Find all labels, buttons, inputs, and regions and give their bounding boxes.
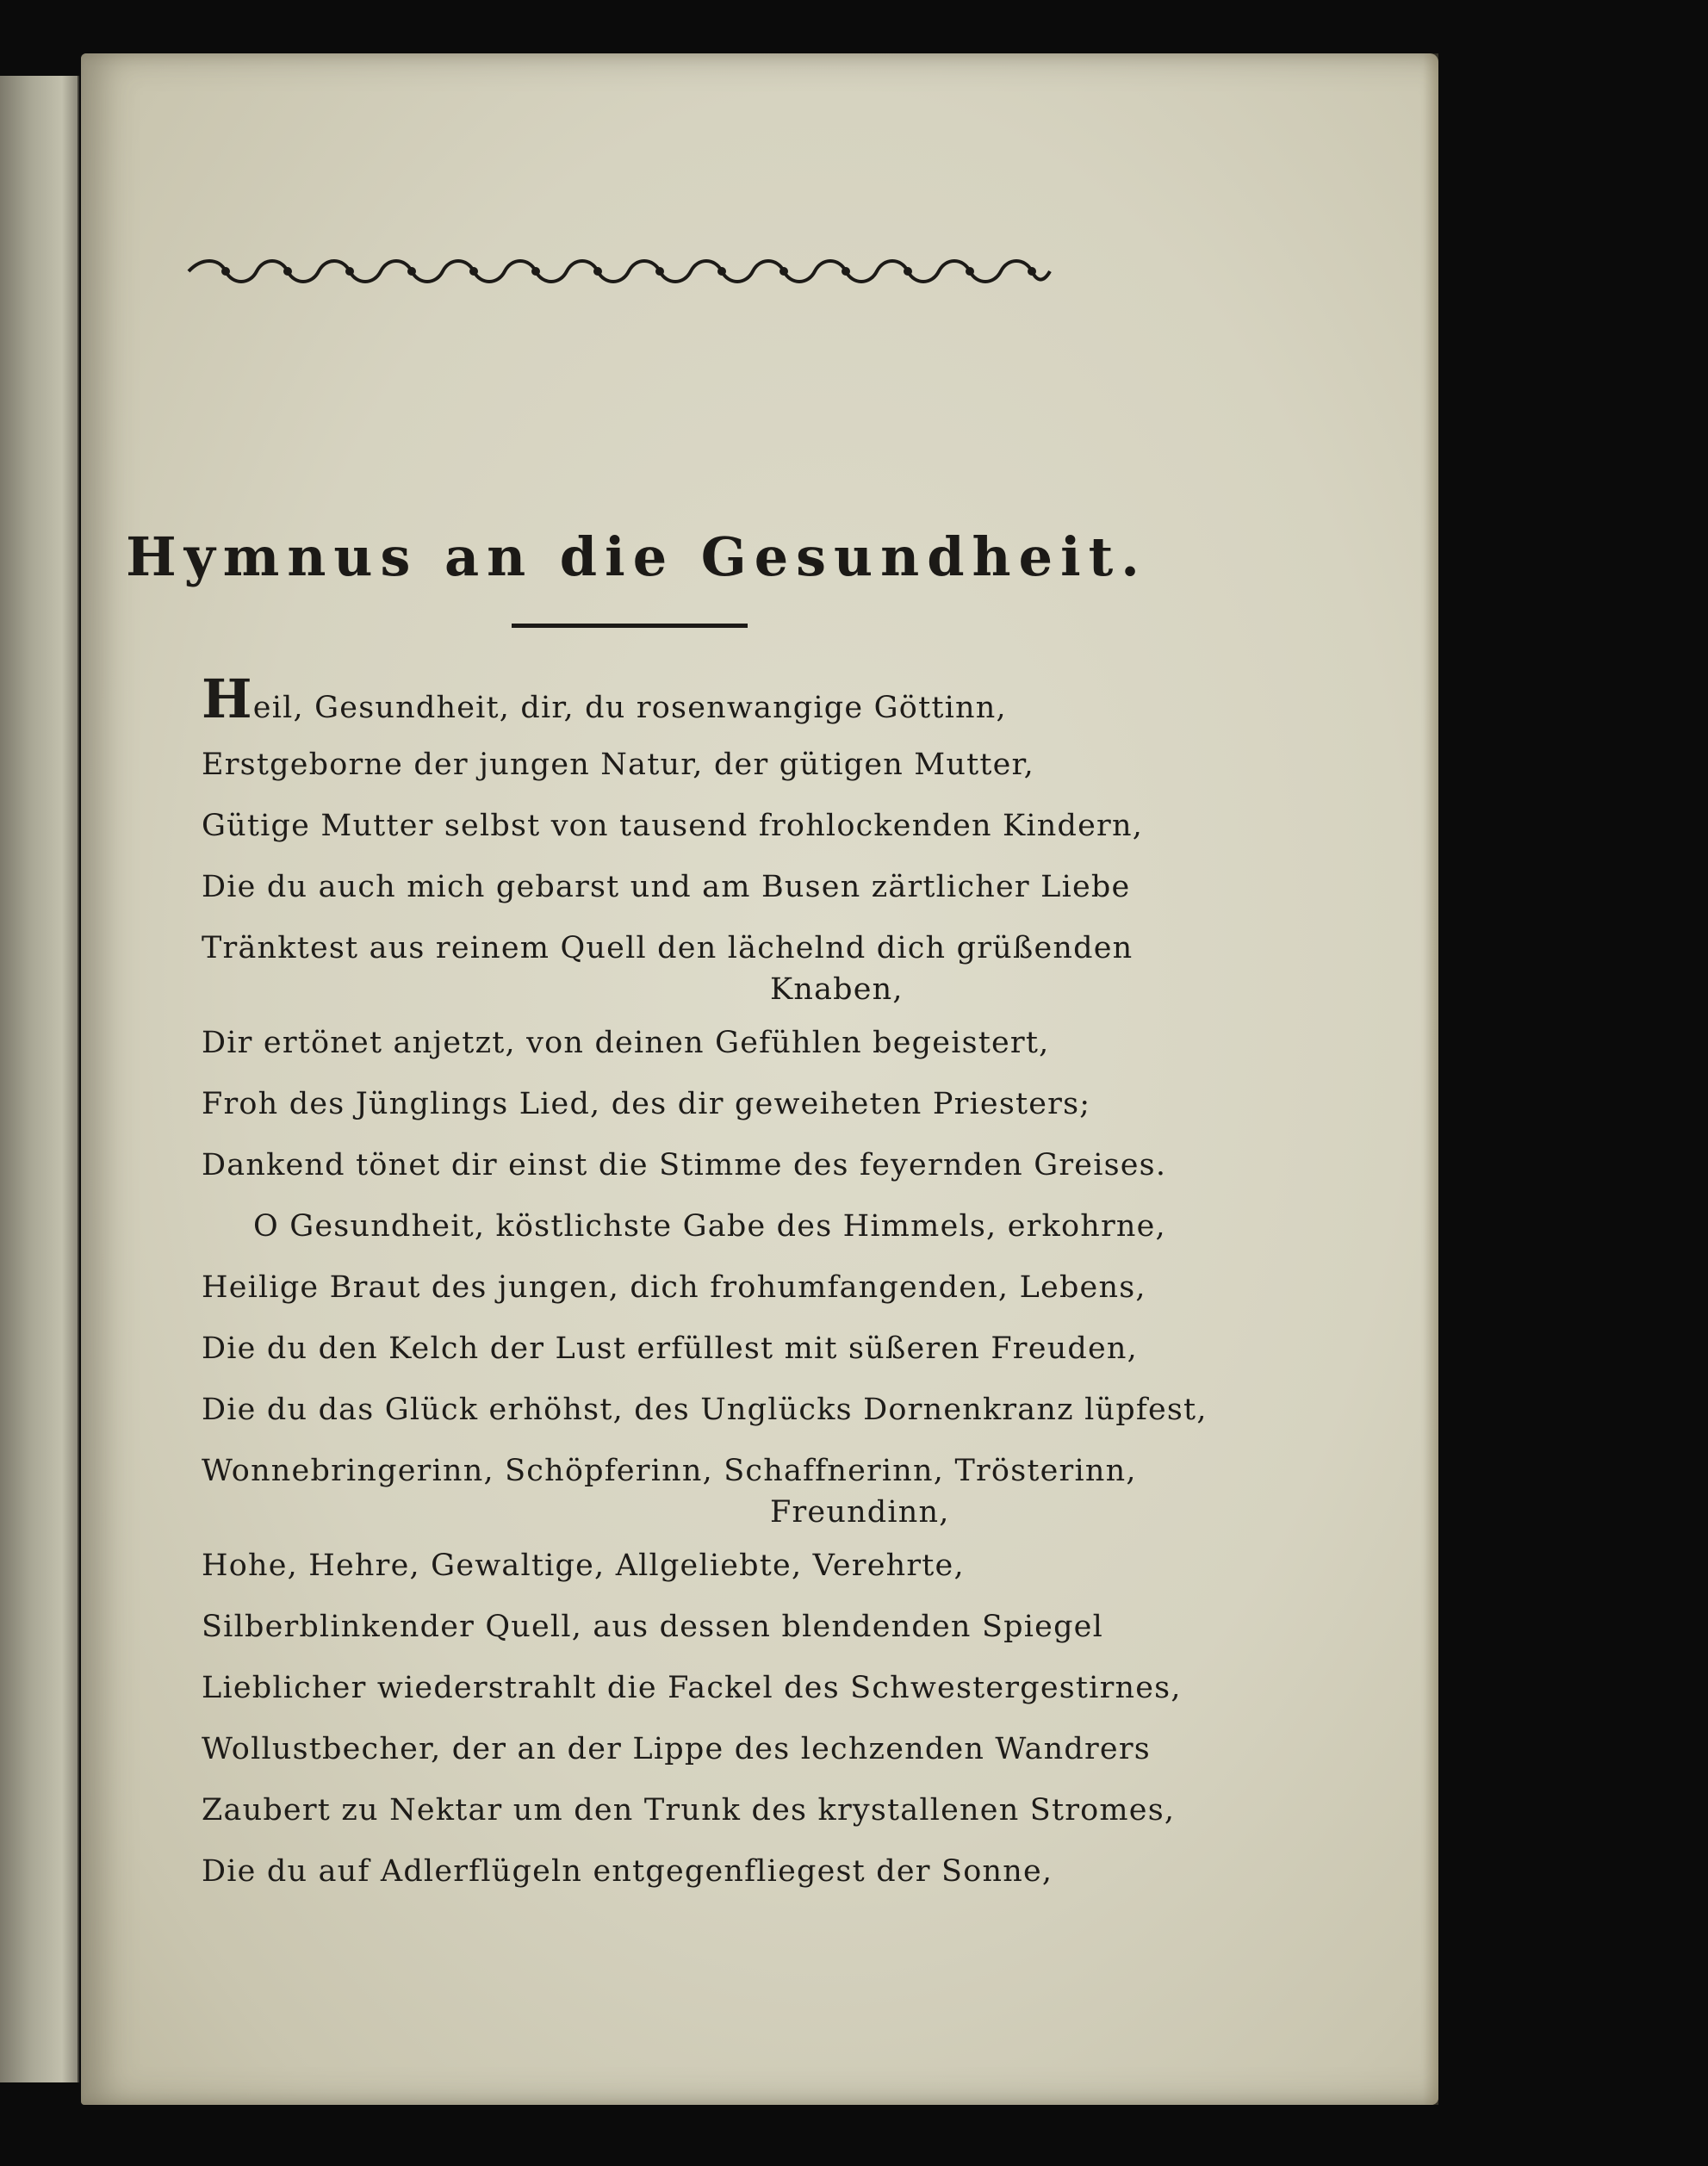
poem-body <box>202 667 1208 1902</box>
poem-line <box>202 1441 1166 1536</box>
poem-line: Die du den Kelch der Lust erfüllest mit süßeren Freuden, <box>202 1331 1138 1366</box>
poem-line: Dir ertönet anjetzt, von deinen Gefühlen begeistert, <box>202 1026 1050 1060</box>
poem-line: O Gesundheit, köstlichste Gabe des Himmels, erkohrne, <box>253 1209 1166 1244</box>
poem-line <box>202 918 1166 1013</box>
line-text: Tränktest aus reinem Quell den lächelnd dich grüßenden <box>202 931 1133 965</box>
poem-line: Die du auf Adlerflügeln entgegenfliegest der Sonne, <box>202 1854 1053 1889</box>
poem-line: Wollustbecher, der an der Lippe des lechzenden Wandrers <box>202 1732 1151 1766</box>
facing-page-edge <box>0 76 79 2082</box>
poem-line: Gütige Mutter selbst von tausend frohlockenden Kindern, <box>202 809 1144 843</box>
poem-title: Hymnus an die Gesundheit. <box>126 525 1147 588</box>
title-rule <box>512 624 748 628</box>
poem-line <box>202 667 1166 735</box>
line-text: Wonnebringerinn, Schöpferinn, Schaffnerinn, Trösterinn, <box>202 1454 1137 1488</box>
poem-line: Zaubert zu Nektar um den Trunk des krystallenen Stromes, <box>202 1793 1176 1828</box>
poem-line: Erstgeborne der jungen Natur, der gütigen Mutter, <box>202 748 1034 782</box>
page-edge-shadow <box>1423 53 1438 2105</box>
line-text: eil, Gesundheit, dir, du rosenwangige Göttinn, <box>252 691 1007 725</box>
poem-line: Hohe, Hehre, Gewaltige, Allgeliebte, Verehrte, <box>202 1548 965 1583</box>
book-page <box>81 53 1438 2105</box>
line-continuation: Knaben, <box>770 972 904 1007</box>
poem-line: Die du auch mich gebarst und am Busen zärtlicher Liebe <box>202 870 1131 904</box>
line-continuation: Freundinn, <box>770 1495 950 1530</box>
poem-line: Lieblicher wiederstrahlt die Fackel des Schwestergestirnes, <box>202 1671 1182 1705</box>
ornament-border <box>184 253 1054 289</box>
poem-line: Silberblinkender Quell, aus dessen blendenden Spiegel <box>202 1610 1103 1644</box>
drop-cap: H <box>202 667 253 730</box>
poem-line: Froh des Jünglings Lied, des dir geweiheten Priesters; <box>202 1087 1091 1121</box>
poem-line: Heilige Braut des jungen, dich frohumfangenden, Lebens, <box>202 1270 1146 1305</box>
poem-line: Die du das Glück erhöhst, des Unglücks Dornenkranz lüpfest, <box>202 1393 1208 1427</box>
poem-line: Dankend tönet dir einst die Stimme des feyernden Greises. <box>202 1148 1167 1182</box>
